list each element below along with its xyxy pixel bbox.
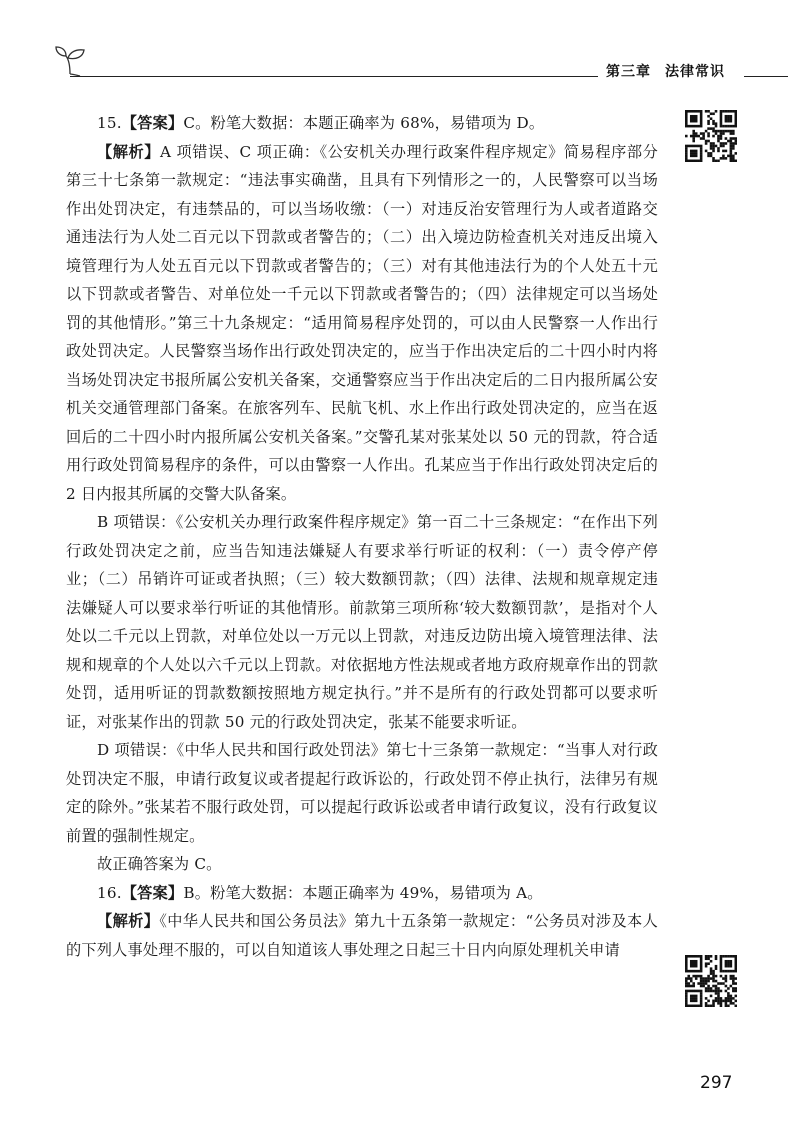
q15-conclusion: 故正确答案为 C。 [97, 855, 222, 873]
question-number: 16. [97, 883, 122, 902]
chapter-number: 第三章 [606, 64, 651, 80]
qr-code-icon [685, 955, 737, 1007]
answer-tag: 【答案】 [121, 883, 184, 902]
q15-answer [66, 109, 658, 138]
question-number: 15. [97, 114, 122, 132]
answer-tag: 【答案】 [121, 114, 184, 132]
q15-analysis-p1 [66, 138, 658, 509]
q16-answer [66, 879, 658, 908]
analysis-tag: 【解析】 [97, 912, 160, 930]
page-header [0, 0, 800, 100]
header-rule-right [744, 76, 788, 77]
answer-text: B。粉笔大数据：本题正确率为 49%，易错项为 A。 [183, 883, 543, 902]
chapter-title: 法律常识 [665, 64, 725, 80]
q16-analysis-p1 [66, 907, 658, 964]
analysis-text: A 项错误、C 项正确：《公安机关办理行政案件程序规定》简易程序部分第三十七条第一款规定：“违法事实确凿，且具有下列情形之一的，人民警察可以当场作出处罚决定，有违禁品的，可以当场收缴：（一）对违反治安管理行为人或者道路交通违法行为人处二百元以下罚款或者警告的；（二）出入境边防检查机关对违反出境入境管理行为人处五百元以下罚款或者警告的；（三）对有其他违法行为的个人处五十元以下罚款或者警告、对单位处一千元以下罚款或者警告的；（四）法律规定可以当场处罚的其他情形。”第三十九条规定：“适用简易程序处罚的，可以由人民警察一人作出行政处罚决定。人民警察当场作出行政处罚决定的，应当于作出决定后的二十四小时内将当场处罚决定书报所属公安机关备案，交通警察应当于作出决定后的二日内报所属公安机关交通管理部门备案。在旅客列车、民航飞机、水上作出行政处罚决定的，应当在返回后的二十四小时内报所属公安机关备案。”交警孔某对张某处以 50 元的罚款，符合适用行政处罚简易程序的条件，可以由警察一人作出。孔某应当于作出行政处罚决定后的 2 日内报其所属的交警大队备案。 [66, 142, 658, 503]
qr-code-icon [685, 110, 737, 162]
analysis-text: 《中华人民共和国公务员法》第九十五条第一款规定：“公务员对涉及本人的下列人事处理不服的，可以自知道该人事处理之日起三十日内向原处理机关申请 [66, 912, 658, 959]
sprout-icon [54, 46, 88, 76]
page-number: 297 [700, 1073, 733, 1093]
page-body [66, 109, 658, 964]
q15-analysis-p2: B 项错误：《公安机关办理行政案件程序规定》第一百二十三条规定：“在作出下列行政处罚决定之前，应当告知违法嫌疑人有要求举行听证的权利：（一）责令停产停业；（二）吊销许可证或者执照；（三）较大数额罚款；（四）法律、法规和规章规定违法嫌疑人可以要求举行听证的其他情形。前款第三项所称‘较大数额罚款’，是指对个人处以二千元以上罚款，对单位处以一万元以上罚款，对违反边防出境入境管理法律、法规和规章的个人处以六千元以上罚款。对依据地方性法规或者地方政府规章作出的罚款处罚，适用听证的罚款数额按照地方规定执行。”并不是所有的行政处罚都可以要求听证，对张某作出的罚款 50 元的行政处罚决定，张某不能要求听证。 [66, 513, 658, 731]
header-rule-left [70, 76, 598, 77]
q15-analysis-p3: D 项错误：《中华人民共和国行政处罚法》第七十三条第一款规定：“当事人对行政处罚决定不服，申请行政复议或者提起行政诉讼的，行政处罚不停止执行，法律另有规定的除外。”张某若不服行政处罚，可以提起行政诉讼或者申请行政复议，没有行政复议前置的强制性规定。 [66, 741, 658, 845]
answer-text: C。粉笔大数据：本题正确率为 68%，易错项为 D。 [183, 114, 545, 132]
chapter-heading [606, 61, 725, 81]
analysis-tag: 【解析】 [97, 142, 160, 161]
